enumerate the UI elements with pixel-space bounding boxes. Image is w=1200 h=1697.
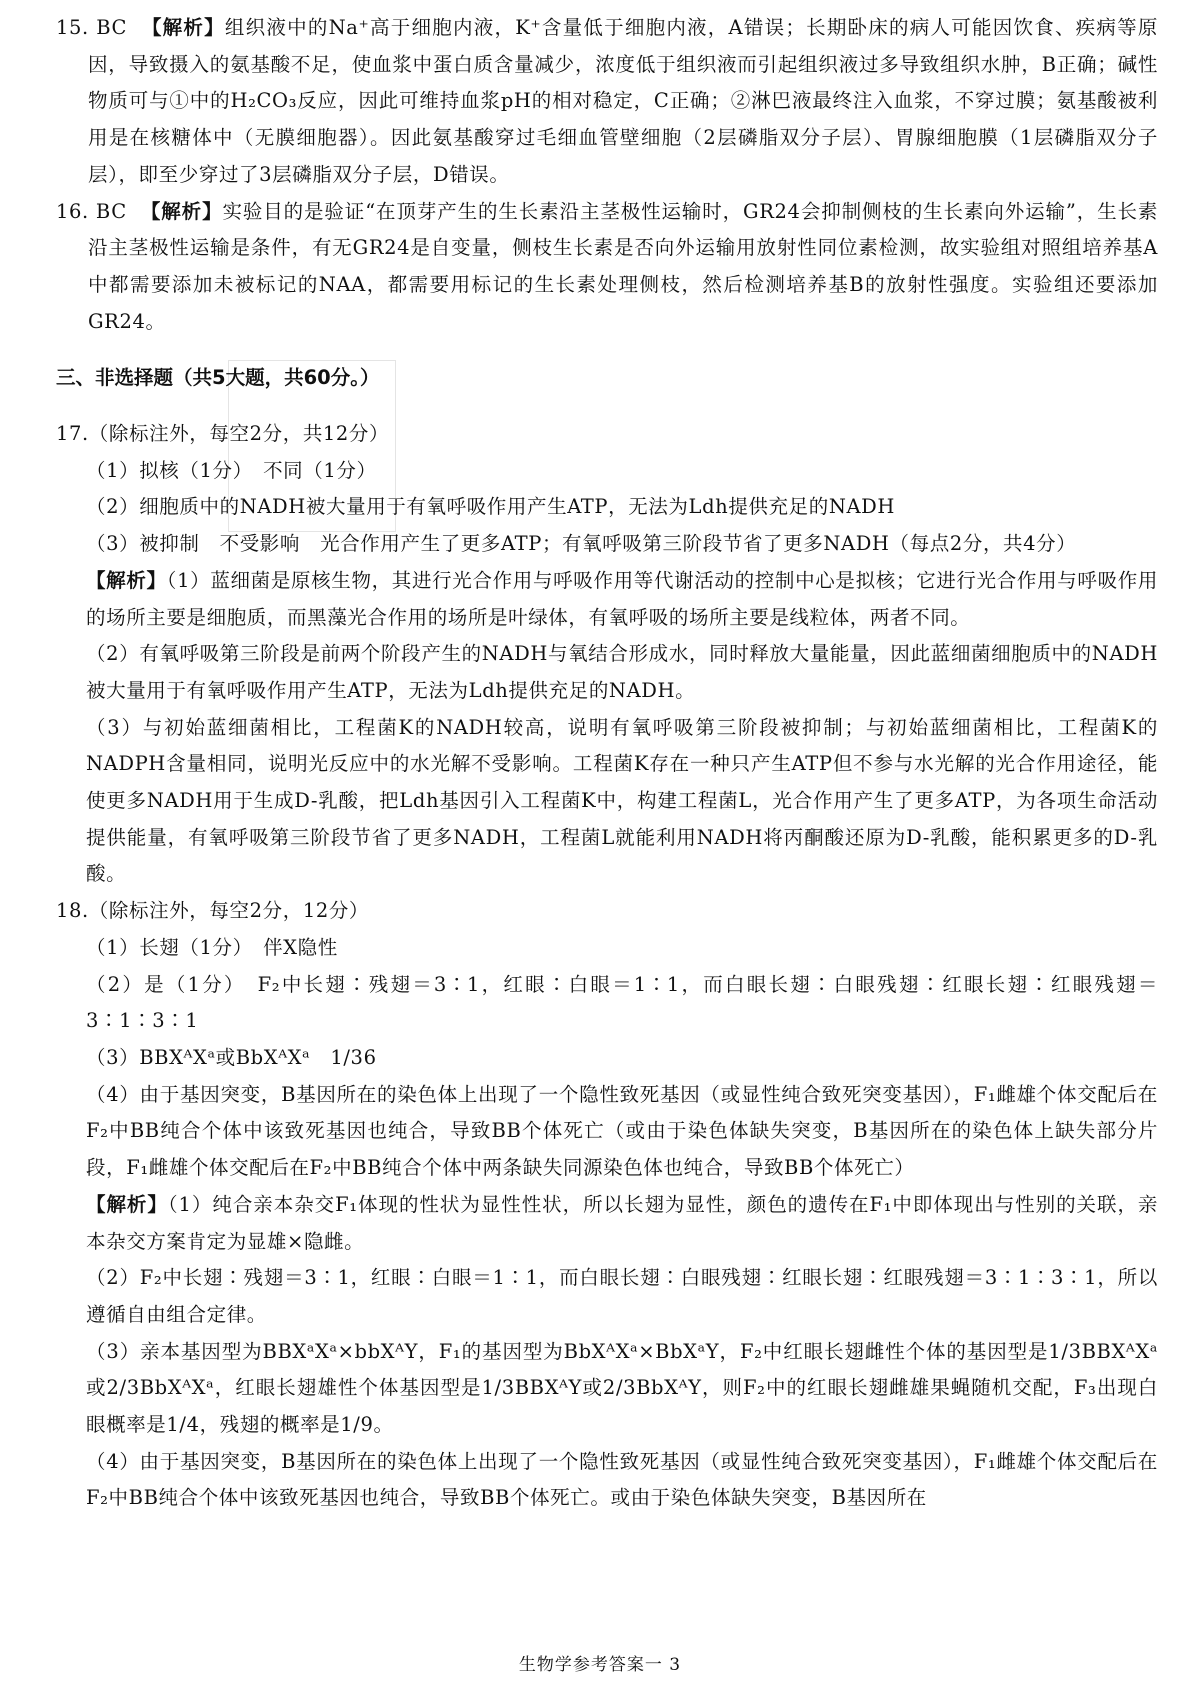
- q16-analysis-tag: 【解析】: [140, 199, 223, 223]
- q15-analysis-tag: 【解析】: [141, 16, 225, 39]
- q16-text: 实验目的是验证“在顶芽产生的生长素沿主茎极性运输时，GR24会抑制侧枝的生长素向外运输”，生长素沿主茎极性运输是条件，有无GR24是自变量，侧枝生长素是否向外运输用放射性同位素检测，故实验组对照组培养基A中都需要添加未被标记的NAA，都需要用标记的生长素处理侧枝，然后检测培养基B的放射性强度。实验组还要添加GR24。: [88, 199, 1159, 333]
- answer-page: [56, 10, 1158, 1517]
- q17-analysis: [56, 563, 1158, 636]
- q17-header: 17.（除标注外，每空2分，共12分）: [56, 422, 390, 446]
- page-footer: 生物学参考答案一 3: [518, 1655, 682, 1675]
- q18-analysis-tag: 【解析】: [86, 1192, 168, 1216]
- q18-explain-2: （2）F₂中长翅∶残翅＝3∶1，红眼∶白眼＝1∶1，而白眼长翅∶白眼残翅∶红眼长翅∶红眼残翅＝3∶1∶3∶1，所以遵循自由组合定律。: [86, 1266, 1158, 1326]
- q18-explain-4: （4）由于基因突变，B基因所在的染色体上出现了一个隐性致死基因（或显性纯合致死突变基因），F₁雌雄个体交配后在F₂中BB纯合个体中该致死基因也纯合，导致BB个体死亡。或由于染色体缺失突变，B基因所在: [86, 1449, 1158, 1510]
- q17-explain-1: （1）蓝细菌是原核生物，其进行光合作用与呼吸作用等代谢活动的控制中心是拟核；它进行光合作用与呼吸作用的场所主要是细胞质，而黑藻光合作用的场所是叶绿体，有氧呼吸的场所主要是线粒体，两者不同。: [86, 568, 1158, 629]
- q16-answer: 16. BC: [56, 199, 127, 223]
- q18-header: 18.（除标注外，每空2分，12分）: [56, 899, 370, 923]
- q18-answer-4: （4）由于基因突变，B基因所在的染色体上出现了一个隐性致死基因（或显性纯合致死突变基因），F₁雌雄个体交配后在F₂中BB纯合个体中该致死基因也纯合，导致BB个体死亡（或由于染色体缺失突变，B基因所在的染色体上缺失部分片段，F₁雌雄个体交配后在F₂中BB纯合个体中两条缺失同源染色体也纯合，导致BB个体死亡）: [86, 1082, 1158, 1180]
- q17-answer-3: （3）被抑制 不受影响 光合作用产生了更多ATP；有氧呼吸第三阶段节省了更多NADH（每点2分，共4分）: [86, 532, 1077, 556]
- q17-answer-2: （2）细胞质中的NADH被大量用于有氧呼吸作用产生ATP，无法为Ldh提供充足的NADH: [86, 495, 896, 519]
- q15-block: [56, 10, 1158, 194]
- q15-answer: 15. BC: [56, 16, 128, 39]
- q17-answer-1: （1）拟核（1分） 不同（1分）: [86, 458, 377, 482]
- q18-explain-3: （3）亲本基因型为BBXᵃXᵃ×bbXᴬY，F₁的基因型为BbXᴬXᵃ×BbXᵃY，F₂中红眼长翅雌性个体的基因型是1/3BBXᴬXᵃ或2/3BbXᴬXᵃ，红眼长翅雄性个体基因型是1/3BBXᴬY或2/3BbXᴬY，则F₂中的红眼长翅雌雄果蝇随机交配，F₃出现白眼概率是1/4，残翅的概率是1/9。: [86, 1339, 1158, 1437]
- q17-analysis-tag: 【解析】: [86, 568, 167, 592]
- q16-block: [56, 194, 1158, 341]
- q18-answer-2: （2）是（1分） F₂中长翅∶残翅＝3∶1，红眼∶白眼＝1∶1，而白眼长翅∶白眼残翅∶红眼长翅∶红眼残翅＝3∶1∶3∶1: [86, 972, 1158, 1033]
- q18-answer-3: （3）BBXᴬXᵃ或BbXᴬXᵃ 1/36: [86, 1045, 377, 1069]
- q17-explain-2: （2）有氧呼吸第三阶段是前两个阶段产生的NADH与氧结合形成水，同时释放大量能量，因此蓝细菌细胞质中的NADH被大量用于有氧呼吸作用产生ATP，无法为Ldh提供充足的NADH。: [86, 642, 1158, 702]
- section-3-heading: 三、非选择题（共5大题，共60分。）: [56, 365, 380, 389]
- q18-explain-1: （1）纯合亲本杂交F₁体现的性状为显性性状，所以长翅为显性，颜色的遗传在F₁中即体现出与性别的关联，亲本杂交方案肯定为显雄×隐雌。: [86, 1192, 1159, 1253]
- q17-explain-3: （3）与初始蓝细菌相比，工程菌K的NADH较高，说明有氧呼吸第三阶段被抑制；与初始蓝细菌相比，工程菌K的NADPH含量相同，说明光反应中的水光解不受影响。工程菌K存在一种只产生ATP但不参与水光解的光合作用途径，能使更多NADH用于生成D-乳酸，把Ldh基因引入工程菌K中，构建工程菌L，光合作用产生了更多ATP，为各项生命活动提供能量，有氧呼吸第三阶段节省了更多NADH，工程菌L就能利用NADH将丙酮酸还原为D-乳酸，能积累更多的D-乳酸。: [86, 715, 1158, 886]
- q18-analysis: [56, 1187, 1158, 1260]
- q18-answer-1: （1）长翅（1分） 伴X隐性: [86, 935, 338, 959]
- q15-text: 组织液中的Na⁺高于细胞内液，K⁺含量低于细胞内液，A错误；长期卧床的病人可能因饮食、疾病等原因，导致摄入的氨基酸不足，使血浆中蛋白质含量减少，浓度低于组织液而引起组织液过多导致组织水肿，B正确；碱性物质可与①中的H₂CO₃反应，因此可维持血浆pH的相对稳定，C正确；②淋巴液最终注入血浆，不穿过膜；氨基酸被利用是在核糖体中（无膜细胞器）。因此氨基酸穿过毛细血管壁细胞（2层磷脂双分子层）、胃腺细胞膜（1层磷脂双分子层），即至少穿过了3层磷脂双分子层，D错误。: [88, 16, 1158, 186]
